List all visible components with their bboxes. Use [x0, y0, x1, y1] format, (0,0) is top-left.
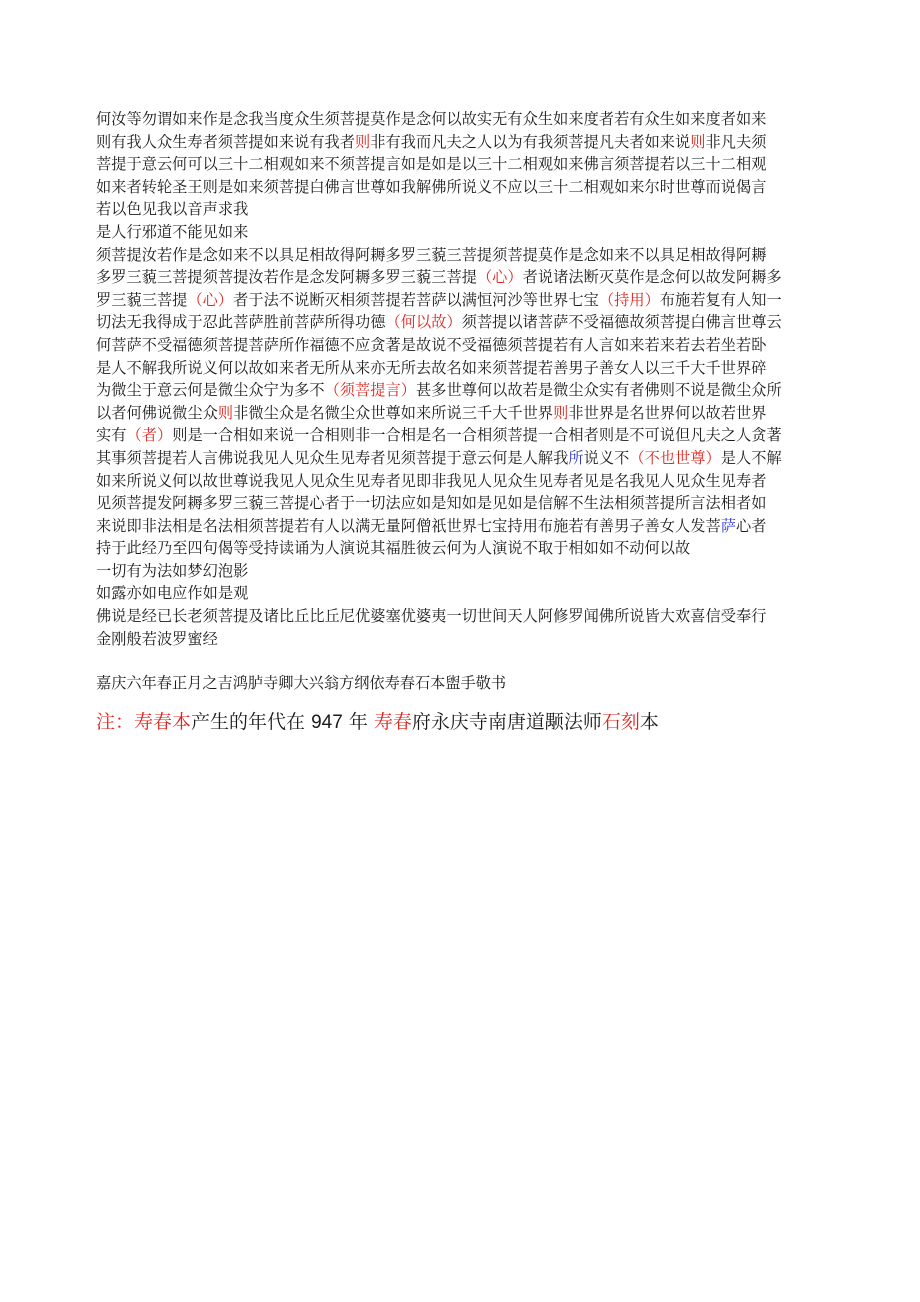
text-line — [96, 470, 831, 493]
text-segment: 须菩提汝若作是念如来不以具足相故得阿耨多罗三藐三菩提须菩提莫作是念如来不以具足相故得阿耨 — [96, 245, 767, 264]
text-segment: 其事须菩提若人言佛说我见人见众生见寿者见须菩提于意云何是人解我 — [96, 448, 569, 467]
highlight-red: （者） — [126, 426, 173, 445]
text-segment: 何汝等勿谓如来作是念我当度众生须菩提莫作是念何以故实无有众生如来度者若有众生如来度者如来 — [96, 110, 767, 128]
text-segment: 金刚般若波罗蜜经 — [96, 629, 218, 648]
note-text: 本 — [639, 710, 659, 733]
highlight-red: 则 — [217, 403, 234, 422]
text-line — [96, 244, 831, 267]
text-line — [96, 628, 831, 651]
text-segment: 则有我人众生寿者须菩提如来说有我者 — [96, 132, 356, 151]
text-line — [96, 334, 831, 357]
highlight-red: 则 — [553, 403, 569, 422]
text-segment: 佛说是经已长老须菩提及诸比丘比丘尼优婆塞优婆夷一切世间天人阿修罗闻佛所说皆大欢喜信受奉行 — [96, 607, 767, 626]
text-segment: 如露亦如电应作如是观 — [96, 584, 249, 603]
text-line — [96, 515, 831, 538]
note-highlight: 石刻 — [601, 710, 640, 733]
text-segment: 非世界是名世界何以故若世界 — [568, 403, 767, 422]
text-line — [96, 560, 831, 583]
text-segment: 是人不解 — [720, 448, 782, 467]
text-line — [96, 108, 831, 131]
highlight-red: （心） — [476, 268, 523, 287]
text-line — [96, 131, 831, 154]
highlight-red: （不也世尊） — [629, 448, 721, 467]
document-page — [96, 108, 831, 736]
text-line — [96, 176, 831, 199]
text-segment: 者于法不说断灭相须菩提若菩萨以满恒河沙等世界七宝 — [233, 290, 599, 309]
text-segment: 非有我而凡夫之人以为有我须菩提凡夫者如来说 — [370, 132, 691, 151]
text-segment: 说义不 — [583, 448, 630, 467]
note-highlight: 注： — [96, 710, 135, 733]
text-segment: 如来所说义何以故世尊说我见人见众生见寿者见即非我见人见众生见寿者见是名我见人见众生见寿者 — [96, 471, 767, 490]
text-segment: 为微尘于意云何是微尘众宁为多不 — [96, 381, 325, 400]
text-line — [96, 605, 831, 628]
colophon-line: 嘉庆六年春正月之吉鸿胪寺卿大兴翁方纲依寿春石本盥手敬书 — [96, 674, 507, 693]
text-segment: 见须菩提发阿耨多罗三藐三菩提心者于一切法应如是知如是见如是信解不生法相须菩提所言法相者如 — [96, 494, 767, 513]
text-segment: 来说即非法相是名法相须菩提若有人以满无量阿僧祇世界七宝持用布施若有善男子善女人发菩 — [96, 516, 721, 535]
text-segment: 如来者转轮圣王则是如来须菩提白佛言世尊如我解佛所说义不应以三十二相观如来尔时世尊而说偈言 — [96, 177, 767, 196]
text-line — [96, 289, 831, 312]
text-line — [96, 424, 831, 447]
text-segment: 心者 — [736, 516, 767, 535]
text-line — [96, 357, 831, 380]
text-line — [96, 266, 831, 289]
text-segment: 非微尘众是名微尘众世尊如来所说三千大千世界 — [233, 403, 554, 422]
highlight-red: （须菩提言） — [324, 381, 416, 400]
text-segment: 持于此经乃至四句偈等受持读诵为人演说其福胜彼云何为人演说不取于相如如不动何以故 — [96, 539, 691, 558]
highlight-blue: 萨 — [720, 516, 736, 535]
text-segment: 布施若复有人知一 — [659, 290, 782, 309]
text-segment: 菩提于意云何可以三十二相观如来不须菩提言如是如是以三十二相观如来佛言须菩提若以三十二相观 — [96, 155, 767, 174]
text-segment: 罗三藐三菩提 — [96, 290, 188, 309]
text-line — [96, 492, 831, 515]
highlight-red: （何以故） — [385, 313, 462, 332]
note-text: 年 — [342, 710, 374, 733]
text-segment: 一切有为法如梦幻泡影 — [96, 561, 249, 580]
text-segment: 以者何佛说微尘众 — [96, 403, 218, 422]
annotation-note — [96, 709, 831, 736]
highlight-red: 则 — [355, 132, 371, 151]
text-line — [96, 379, 831, 402]
sutra-text-body — [96, 108, 831, 650]
note-highlight: 寿春本 — [134, 710, 192, 733]
text-line — [96, 153, 831, 176]
text-line — [96, 221, 831, 244]
text-line — [96, 582, 831, 605]
highlight-red: 则 — [690, 132, 706, 151]
note-number: 947 — [311, 711, 343, 733]
highlight-red: （心） — [187, 290, 234, 309]
text-line — [96, 311, 831, 334]
text-segment: 甚多世尊何以故若是微尘众实有者佛则不说是微尘众所 — [416, 381, 782, 400]
text-segment: 则是一合相如来说一合相则非一合相是名一合相须菩提一合相者则是不可说但凡夫之人贪著 — [172, 426, 782, 445]
text-segment: 是人行邪道不能见如来 — [96, 222, 249, 241]
note-text: 产生的年代在 — [191, 710, 312, 733]
text-line — [96, 198, 831, 221]
text-segment: 多罗三藐三菩提须菩提汝若作是念发阿耨多罗三藐三菩提 — [96, 268, 477, 287]
text-segment: 者说诸法断灭莫作是念何以故发阿耨多 — [522, 268, 782, 287]
text-segment: 是人不解我所说义何以故如来者无所从来亦无所去故名如来须菩提若善男子善女人以三千大千世界碎 — [96, 358, 767, 377]
text-segment: 何菩萨不受福德须菩提菩萨所作福德不应贪著是故说不受福德须菩提若有人言如来若来若去若坐若卧 — [96, 335, 767, 354]
text-segment: 实有 — [96, 426, 127, 445]
text-segment: 非凡夫须 — [705, 132, 767, 151]
note-highlight: 寿春 — [373, 710, 412, 733]
text-line — [96, 402, 831, 425]
text-line — [96, 537, 831, 560]
highlight-red: （持用） — [598, 290, 660, 309]
paragraph-gap — [96, 650, 831, 672]
text-segment: 须菩提以诸菩萨不受福德故须菩提白佛言世尊云 — [461, 313, 782, 332]
text-segment: 切法无我得成于忍此菩萨胜前菩萨所得功德 — [96, 313, 386, 332]
highlight-blue: 所 — [568, 448, 584, 467]
note-text: 府永庆寺南唐道颙法师 — [411, 710, 602, 733]
text-segment: 若以色见我以音声求我 — [96, 200, 249, 219]
text-line — [96, 447, 831, 470]
